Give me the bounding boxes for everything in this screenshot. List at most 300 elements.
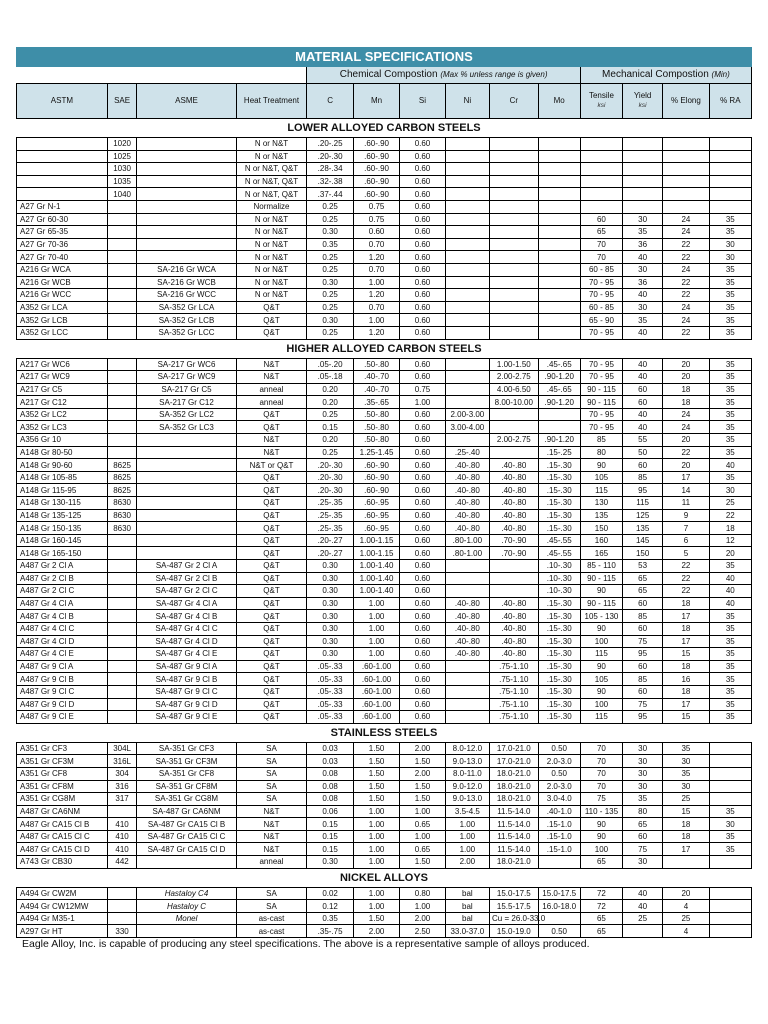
table-cell bbox=[538, 301, 580, 314]
table-cell: A352 Gr LC2 bbox=[17, 408, 108, 421]
table-cell bbox=[623, 150, 663, 163]
column-header bbox=[137, 84, 236, 119]
table-cell: 60 bbox=[623, 622, 663, 635]
table-cell: 1.00 bbox=[400, 396, 445, 409]
table-row bbox=[17, 358, 752, 371]
table-cell: 30 bbox=[623, 742, 663, 755]
table-cell: .60-1.00 bbox=[353, 673, 399, 686]
table-cell bbox=[137, 150, 236, 163]
table-cell: 0.25 bbox=[307, 301, 353, 314]
table-cell: 18 bbox=[709, 522, 751, 535]
table-cell: 8625 bbox=[107, 471, 137, 484]
table-row bbox=[17, 711, 752, 724]
table-cell: .60-1.00 bbox=[353, 698, 399, 711]
table-cell: .05-.18 bbox=[307, 371, 353, 384]
table-cell: 22 bbox=[663, 585, 709, 598]
table-cell: 22 bbox=[663, 251, 709, 264]
table-cell: 20 bbox=[663, 371, 709, 384]
table-row bbox=[17, 200, 752, 213]
table-row bbox=[17, 238, 752, 251]
table-cell: 70 - 95 bbox=[580, 421, 622, 434]
column-header-row bbox=[17, 84, 752, 119]
table-cell bbox=[445, 711, 489, 724]
table-cell: SA-216 Gr WCC bbox=[137, 289, 236, 302]
table-cell: 2.00 bbox=[400, 742, 445, 755]
table-cell: 1.50 bbox=[353, 755, 399, 768]
table-cell: 0.60 bbox=[400, 648, 445, 661]
table-cell: 1.50 bbox=[400, 856, 445, 869]
table-row bbox=[17, 213, 752, 226]
table-cell: Q&T bbox=[236, 648, 307, 661]
table-cell bbox=[663, 138, 709, 151]
table-cell: 22 bbox=[663, 446, 709, 459]
table-cell bbox=[107, 698, 137, 711]
table-cell: .40-.80 bbox=[445, 522, 489, 535]
table-cell: bal bbox=[445, 900, 489, 913]
table-cell: 100 bbox=[580, 698, 622, 711]
table-cell: 317 bbox=[107, 793, 137, 806]
mechanical-group-header bbox=[580, 67, 751, 84]
table-cell: 65 bbox=[623, 818, 663, 831]
table-cell: A352 Gr LCB bbox=[17, 314, 108, 327]
table-cell: 0.70 bbox=[353, 263, 399, 276]
table-cell: 0.25 bbox=[307, 200, 353, 213]
table-cell: 70 - 95 bbox=[580, 358, 622, 371]
table-cell: .20-.30 bbox=[307, 471, 353, 484]
table-cell: 5 bbox=[663, 547, 709, 560]
table-cell bbox=[445, 572, 489, 585]
table-cell: 9.0-13.0 bbox=[445, 755, 489, 768]
table-cell bbox=[137, 238, 236, 251]
table-cell: 85 bbox=[623, 610, 663, 623]
table-cell: 1.00 bbox=[353, 635, 399, 648]
table-cell bbox=[490, 585, 539, 598]
table-cell: 22 bbox=[663, 560, 709, 573]
specifications-sheet bbox=[16, 47, 752, 938]
table-cell bbox=[623, 138, 663, 151]
table-cell bbox=[490, 560, 539, 573]
table-cell: 15 bbox=[663, 711, 709, 724]
table-cell: anneal bbox=[236, 396, 307, 409]
table-cell: 0.60 bbox=[400, 711, 445, 724]
table-row bbox=[17, 314, 752, 327]
table-cell: 0.60 bbox=[400, 572, 445, 585]
table-cell: 100 bbox=[580, 635, 622, 648]
table-cell: 0.60 bbox=[400, 371, 445, 384]
table-cell: .15-.30 bbox=[538, 673, 580, 686]
table-cell bbox=[107, 805, 137, 818]
table-cell: 0.30 bbox=[307, 560, 353, 573]
table-cell: 17.0-21.0 bbox=[490, 755, 539, 768]
column-header bbox=[623, 84, 663, 119]
table-cell: 0.60 bbox=[400, 421, 445, 434]
table-cell: 40 bbox=[709, 459, 751, 472]
section-title: NICKEL ALLOYS bbox=[17, 868, 752, 887]
table-cell: 90 - 115 bbox=[580, 396, 622, 409]
table-cell: 8.0-12.0 bbox=[445, 742, 489, 755]
table-cell: .60-.90 bbox=[353, 150, 399, 163]
table-cell: 40 bbox=[709, 585, 751, 598]
table-cell: 20 bbox=[663, 358, 709, 371]
table-cell: 1.00 bbox=[353, 805, 399, 818]
table-row bbox=[17, 793, 752, 806]
table-cell: 0.08 bbox=[307, 793, 353, 806]
table-row bbox=[17, 660, 752, 673]
table-cell bbox=[490, 314, 539, 327]
table-cell: as-cast bbox=[236, 912, 307, 925]
column-header-label: % RA bbox=[720, 96, 741, 105]
table-cell: SA-487 Gr 9 Cl C bbox=[137, 685, 236, 698]
table-cell bbox=[137, 547, 236, 560]
table-cell bbox=[538, 175, 580, 188]
table-cell: 1.20 bbox=[353, 289, 399, 302]
table-cell: 30 bbox=[663, 755, 709, 768]
table-cell: SA-217 Gr C5 bbox=[137, 383, 236, 396]
table-row bbox=[17, 767, 752, 780]
table-cell: SA bbox=[236, 793, 307, 806]
table-cell: 1.00-1.40 bbox=[353, 585, 399, 598]
table-cell: A217 Gr C5 bbox=[17, 383, 108, 396]
table-cell: 40 bbox=[623, 371, 663, 384]
table-cell: .60-.90 bbox=[353, 459, 399, 472]
table-cell: .15-.30 bbox=[538, 685, 580, 698]
table-cell bbox=[107, 326, 137, 339]
table-cell: Q&T bbox=[236, 534, 307, 547]
table-cell: 35 bbox=[709, 446, 751, 459]
table-cell: 0.60 bbox=[400, 698, 445, 711]
table-cell: .60-1.00 bbox=[353, 685, 399, 698]
table-cell: 60 bbox=[580, 213, 622, 226]
table-cell bbox=[623, 188, 663, 201]
table-cell: A27 Gr 65-35 bbox=[17, 226, 108, 239]
table-cell: 35 bbox=[709, 383, 751, 396]
table-cell: A217 Gr C12 bbox=[17, 396, 108, 409]
table-cell: 304 bbox=[107, 767, 137, 780]
table-cell: A27 Gr N-1 bbox=[17, 200, 108, 213]
table-cell: .75-1.10 bbox=[490, 660, 539, 673]
table-cell: 11.5-14.0 bbox=[490, 818, 539, 831]
table-cell: Q&T bbox=[236, 597, 307, 610]
table-cell: 9 bbox=[663, 509, 709, 522]
table-cell: 60 - 85 bbox=[580, 301, 622, 314]
table-row bbox=[17, 648, 752, 661]
table-cell: 2.0-3.0 bbox=[538, 755, 580, 768]
table-row bbox=[17, 459, 752, 472]
table-cell: SA-487 Gr 2 Cl B bbox=[137, 572, 236, 585]
table-cell bbox=[709, 755, 751, 768]
table-cell: .25-.35 bbox=[307, 509, 353, 522]
table-cell: 2.00 bbox=[400, 767, 445, 780]
table-cell: SA-487 Gr 9 Cl E bbox=[137, 711, 236, 724]
table-cell bbox=[490, 301, 539, 314]
table-cell: .15-1.0 bbox=[538, 818, 580, 831]
table-cell: .75-1.10 bbox=[490, 711, 539, 724]
table-cell: A487 Gr 9 Cl A bbox=[17, 660, 108, 673]
table-cell bbox=[137, 471, 236, 484]
table-cell: N&T or Q&T bbox=[236, 459, 307, 472]
table-cell: A487 Gr 9 Cl E bbox=[17, 711, 108, 724]
table-cell: 35 bbox=[709, 805, 751, 818]
table-cell: SA-352 Gr LC2 bbox=[137, 408, 236, 421]
table-cell: A487 Gr 2 Cl C bbox=[17, 585, 108, 598]
table-cell bbox=[538, 251, 580, 264]
table-cell: 15 bbox=[663, 648, 709, 661]
table-cell: .40-.80 bbox=[445, 459, 489, 472]
column-header-label: % Elong bbox=[671, 96, 701, 105]
table-cell bbox=[137, 251, 236, 264]
table-cell: 24 bbox=[663, 226, 709, 239]
table-row bbox=[17, 610, 752, 623]
table-cell: 53 bbox=[623, 560, 663, 573]
table-cell: 22 bbox=[663, 238, 709, 251]
table-cell: .15-.30 bbox=[538, 471, 580, 484]
column-header-label: SAE bbox=[114, 96, 131, 105]
table-cell: 36 bbox=[623, 238, 663, 251]
table-cell: 1.50 bbox=[353, 780, 399, 793]
table-cell bbox=[623, 175, 663, 188]
column-header-label: Cr bbox=[509, 96, 519, 105]
table-cell: A487 Gr 9 Cl B bbox=[17, 673, 108, 686]
table-cell: SA-487 Gr 9 Cl D bbox=[137, 698, 236, 711]
table-cell: 0.25 bbox=[307, 408, 353, 421]
table-cell: 0.03 bbox=[307, 742, 353, 755]
table-cell bbox=[137, 200, 236, 213]
table-cell: A148 Gr 160-145 bbox=[17, 534, 108, 547]
table-cell: 410 bbox=[107, 830, 137, 843]
table-cell: 1.50 bbox=[400, 793, 445, 806]
table-cell: 0.03 bbox=[307, 755, 353, 768]
table-cell: 40 bbox=[623, 289, 663, 302]
table-cell: 24 bbox=[663, 301, 709, 314]
table-cell: 0.30 bbox=[307, 572, 353, 585]
table-cell: N or N&T bbox=[236, 213, 307, 226]
table-cell: 0.35 bbox=[307, 238, 353, 251]
table-cell: 0.50 bbox=[538, 742, 580, 755]
table-cell: 65 - 90 bbox=[580, 314, 622, 327]
table-cell: .15-.30 bbox=[538, 622, 580, 635]
table-cell: 80 bbox=[580, 446, 622, 459]
table-cell: A487 Gr 4 Cl E bbox=[17, 648, 108, 661]
table-cell: .15-.30 bbox=[538, 711, 580, 724]
table-cell: 40 bbox=[709, 597, 751, 610]
table-cell bbox=[580, 138, 622, 151]
table-cell bbox=[623, 163, 663, 176]
table-row bbox=[17, 371, 752, 384]
table-cell: 17 bbox=[663, 635, 709, 648]
table-cell: 145 bbox=[623, 534, 663, 547]
table-cell: Q&T bbox=[236, 622, 307, 635]
table-cell: 70 - 95 bbox=[580, 326, 622, 339]
table-cell bbox=[538, 213, 580, 226]
table-cell: 30 bbox=[623, 856, 663, 869]
table-cell: SA-487 Gr CA15 Cl D bbox=[137, 843, 236, 856]
table-cell: 17 bbox=[663, 610, 709, 623]
column-header-label: Mn bbox=[370, 96, 383, 105]
table-cell: .20-.30 bbox=[307, 459, 353, 472]
table-cell: Q&T bbox=[236, 585, 307, 598]
table-row bbox=[17, 396, 752, 409]
table-cell bbox=[490, 138, 539, 151]
table-cell: A27 Gr 70-40 bbox=[17, 251, 108, 264]
table-row bbox=[17, 522, 752, 535]
table-cell: 35 bbox=[623, 793, 663, 806]
table-cell: A148 Gr 90-60 bbox=[17, 459, 108, 472]
table-cell bbox=[709, 175, 751, 188]
table-row bbox=[17, 326, 752, 339]
table-row bbox=[17, 383, 752, 396]
table-cell bbox=[17, 175, 108, 188]
table-cell: 1.00-1.15 bbox=[353, 547, 399, 560]
table-row bbox=[17, 742, 752, 755]
table-cell: 70 - 95 bbox=[580, 276, 622, 289]
table-cell: SA-487 Gr 4 Cl E bbox=[137, 648, 236, 661]
table-cell: 50 bbox=[623, 446, 663, 459]
table-cell: SA bbox=[236, 755, 307, 768]
table-cell: Q&T bbox=[236, 408, 307, 421]
table-cell: 1.00 bbox=[400, 830, 445, 843]
table-cell: A352 Gr LCC bbox=[17, 326, 108, 339]
table-cell: 115 bbox=[623, 497, 663, 510]
table-cell bbox=[490, 446, 539, 459]
table-cell: N&T bbox=[236, 446, 307, 459]
table-cell: 125 bbox=[623, 509, 663, 522]
table-cell bbox=[538, 150, 580, 163]
table-cell: 35 bbox=[709, 396, 751, 409]
table-cell: 35 bbox=[709, 660, 751, 673]
table-cell bbox=[709, 163, 751, 176]
table-cell: 35 bbox=[709, 635, 751, 648]
table-cell: 65 bbox=[580, 226, 622, 239]
table-cell bbox=[107, 446, 137, 459]
table-cell: .40-.80 bbox=[490, 610, 539, 623]
table-cell: 0.75 bbox=[353, 213, 399, 226]
table-cell: .15-.30 bbox=[538, 497, 580, 510]
table-cell: .50-.80 bbox=[353, 421, 399, 434]
table-cell: 3.00-4.00 bbox=[445, 421, 489, 434]
table-cell: 18.0-21.0 bbox=[490, 767, 539, 780]
table-cell: 70 bbox=[580, 780, 622, 793]
table-cell: .15-1.0 bbox=[538, 830, 580, 843]
table-cell: 11.5-14.0 bbox=[490, 843, 539, 856]
table-row bbox=[17, 421, 752, 434]
table-cell: 65 bbox=[623, 585, 663, 598]
table-cell bbox=[445, 301, 489, 314]
footer-note: Eagle Alloy, Inc. is capable of producing any steel specifications. The above is a representative sample of alloys produced. bbox=[22, 938, 590, 950]
table-cell: 0.60 bbox=[400, 622, 445, 635]
table-cell: A487 Gr 4 Cl C bbox=[17, 622, 108, 635]
table-cell: 75 bbox=[623, 843, 663, 856]
table-cell bbox=[107, 358, 137, 371]
table-cell bbox=[107, 685, 137, 698]
table-cell: .25-.35 bbox=[307, 522, 353, 535]
table-cell bbox=[107, 534, 137, 547]
table-cell: Q&T bbox=[236, 685, 307, 698]
table-cell: SA-217 Gr C12 bbox=[137, 396, 236, 409]
table-cell: 1.00-1.15 bbox=[353, 534, 399, 547]
table-cell: .45-.55 bbox=[538, 547, 580, 560]
table-row bbox=[17, 408, 752, 421]
table-cell: 72 bbox=[580, 900, 622, 913]
table-cell: .05-.20 bbox=[307, 358, 353, 371]
table-cell: 35 bbox=[709, 226, 751, 239]
table-cell: 1.00 bbox=[353, 900, 399, 913]
table-cell: 1.00 bbox=[353, 856, 399, 869]
table-cell: 15.5-17.5 bbox=[490, 900, 539, 913]
table-cell: 0.20 bbox=[307, 434, 353, 447]
table-cell: 12 bbox=[709, 534, 751, 547]
table-cell: .20-.27 bbox=[307, 547, 353, 560]
section-header-row bbox=[17, 119, 752, 138]
table-cell: 0.60 bbox=[400, 276, 445, 289]
table-row bbox=[17, 572, 752, 585]
table-cell: N or N&T, Q&T bbox=[236, 163, 307, 176]
table-cell: 105 bbox=[580, 673, 622, 686]
table-cell: Q&T bbox=[236, 522, 307, 535]
table-cell: 30 bbox=[709, 251, 751, 264]
table-cell: 30 bbox=[709, 238, 751, 251]
table-cell: .80-1.00 bbox=[445, 547, 489, 560]
table-cell: 4.00-6.50 bbox=[490, 383, 539, 396]
table-cell: 22 bbox=[663, 326, 709, 339]
table-cell bbox=[709, 780, 751, 793]
table-cell: 0.35 bbox=[307, 912, 353, 925]
section-header-row bbox=[17, 723, 752, 742]
table-row bbox=[17, 673, 752, 686]
table-cell bbox=[107, 301, 137, 314]
table-cell: 1.00 bbox=[353, 276, 399, 289]
table-cell bbox=[490, 188, 539, 201]
table-cell: Q&T bbox=[236, 610, 307, 623]
table-cell: 40 bbox=[623, 251, 663, 264]
column-header bbox=[663, 84, 709, 119]
table-cell: .75-1.10 bbox=[490, 685, 539, 698]
table-cell: Normalize bbox=[236, 200, 307, 213]
table-cell bbox=[580, 200, 622, 213]
table-row bbox=[17, 163, 752, 176]
table-cell: SA-351 Gr CG8M bbox=[137, 793, 236, 806]
table-cell: 7 bbox=[663, 522, 709, 535]
table-cell: 0.60 bbox=[400, 446, 445, 459]
table-cell: .50-.80 bbox=[353, 358, 399, 371]
table-cell: 72 bbox=[580, 887, 622, 900]
table-cell: 16.0-18.0 bbox=[538, 900, 580, 913]
table-row bbox=[17, 509, 752, 522]
table-cell: 442 bbox=[107, 856, 137, 869]
table-cell: 70 - 95 bbox=[580, 408, 622, 421]
table-cell: 0.60 bbox=[400, 497, 445, 510]
table-cell: 0.60 bbox=[400, 484, 445, 497]
table-cell: .32-.38 bbox=[307, 175, 353, 188]
table-cell: A351 Gr CF3 bbox=[17, 742, 108, 755]
table-row bbox=[17, 446, 752, 459]
table-cell: 60 bbox=[623, 396, 663, 409]
table-cell: 75 bbox=[623, 698, 663, 711]
table-cell bbox=[107, 660, 137, 673]
column-header-label: ASME bbox=[175, 96, 198, 105]
table-cell: .50-.80 bbox=[353, 408, 399, 421]
table-cell: 0.60 bbox=[400, 547, 445, 560]
table-cell: .75-1.10 bbox=[490, 698, 539, 711]
table-cell: 15 bbox=[663, 805, 709, 818]
table-cell: SA-487 Gr CA15 Cl C bbox=[137, 830, 236, 843]
table-cell: .40-.80 bbox=[490, 484, 539, 497]
table-cell: 24 bbox=[663, 263, 709, 276]
table-cell bbox=[490, 200, 539, 213]
table-cell: 0.25 bbox=[307, 213, 353, 226]
table-cell: 35 bbox=[709, 685, 751, 698]
column-header-unit: ksi bbox=[597, 102, 606, 109]
table-cell: 0.30 bbox=[307, 622, 353, 635]
